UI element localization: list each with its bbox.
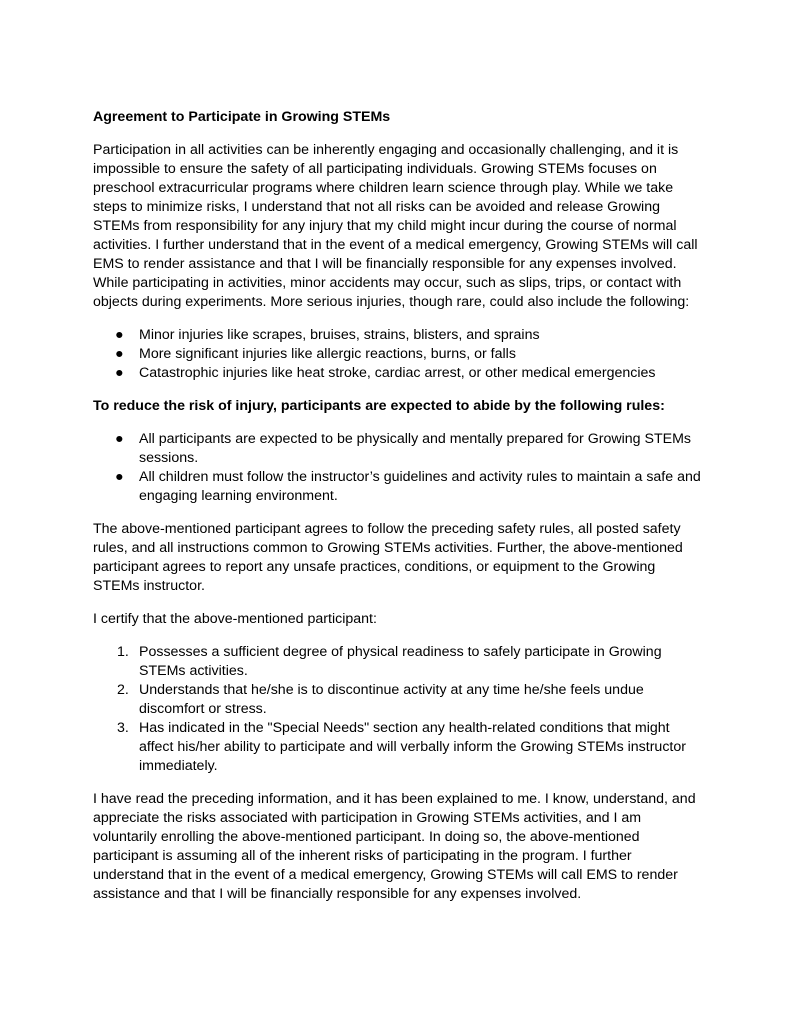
list-item-text: More significant injuries like allergic reactions, burns, or falls (139, 346, 516, 362)
injury-list (93, 326, 703, 383)
rules-heading: To reduce the risk of injury, participants are expected to abide by the following rules: (93, 398, 665, 414)
list-item-text: Has indicated in the "Special Needs" section any health-related conditions that might affect his/her ability to participate and will verbally inform the Growing STEMs instructor immediately. (139, 720, 686, 774)
list-item (93, 643, 703, 681)
list-item-text: Understands that he/she is to discontinue activity at any time he/she feels undue discomfort or stress. (139, 682, 644, 717)
document-body (93, 108, 703, 918)
bullet-marker: ● (115, 365, 124, 381)
intro-paragraph: Participation in all activities can be inherently engaging and occasionally challenging, and it is impossible to ensure the safety of all participating individuals. Growing STEMs focuses on preschool extracurricular programs where children learn science through play. While we take steps to minimize risks, I understand that not all risks can be avoided and release Growing STEMs from responsibility for any injury that my child might incur during the course of normal activities. I further understand that in the event of a medical emergency, Growing STEMs will call EMS to render assistance and that I will be financially responsible for any expenses involved. While participating in activities, minor accidents may occur, such as slips, trips, or contact with objects during experiments. More serious injuries, though rare, could also include the following: (93, 142, 698, 310)
document-title: Agreement to Participate in Growing STEMs (93, 109, 391, 125)
list-item (93, 681, 703, 719)
list-item (93, 719, 703, 776)
list-item (93, 468, 703, 506)
bullet-marker: ● (115, 327, 124, 343)
bullet-marker: ● (115, 469, 124, 485)
certify-list (93, 643, 703, 776)
number-marker: 3. (117, 720, 129, 736)
list-item (93, 345, 703, 364)
bullet-marker: ● (115, 346, 124, 362)
list-item-text: All participants are expected to be physically and mentally prepared for Growing STEMs sessions. (139, 431, 692, 466)
number-marker: 1. (117, 644, 129, 660)
agreement-paragraph: The above-mentioned participant agrees to follow the preceding safety rules, all posted safety rules, and all instructions common to Growing STEMs activities. Further, the above-mentioned participant agrees to report any unsafe practices, conditions, or equipment to the Growing STEMs instructor. (93, 521, 683, 594)
list-item-text: All children must follow the instructor’s guidelines and activity rules to maintain a safe and engaging learning environment. (139, 469, 701, 504)
list-item-text: Minor injuries like scrapes, bruises, strains, blisters, and sprains (139, 327, 540, 343)
certify-intro: I certify that the above-mentioned participant: (93, 611, 377, 627)
list-item (93, 326, 703, 345)
closing-paragraph: I have read the preceding information, and it has been explained to me. I know, understand, and appreciate the risks associated with participation in Growing STEMs activities, and I am voluntarily enrolling the above-mentioned participant. In doing so, the above-mentioned participant is assuming all of the inherent risks of participating in the program. I further understand that in the event of a medical emergency, Growing STEMs will call EMS to render assistance and that I will be financially responsible for any expenses involved. (93, 791, 696, 902)
list-item (93, 430, 703, 468)
list-item (93, 364, 703, 383)
list-item-text: Catastrophic injuries like heat stroke, cardiac arrest, or other medical emergencies (139, 365, 656, 381)
rules-list (93, 430, 703, 506)
bullet-marker: ● (115, 431, 124, 447)
number-marker: 2. (117, 682, 129, 698)
list-item-text: Possesses a sufficient degree of physical readiness to safely participate in Growing STEMs activities. (139, 644, 662, 679)
